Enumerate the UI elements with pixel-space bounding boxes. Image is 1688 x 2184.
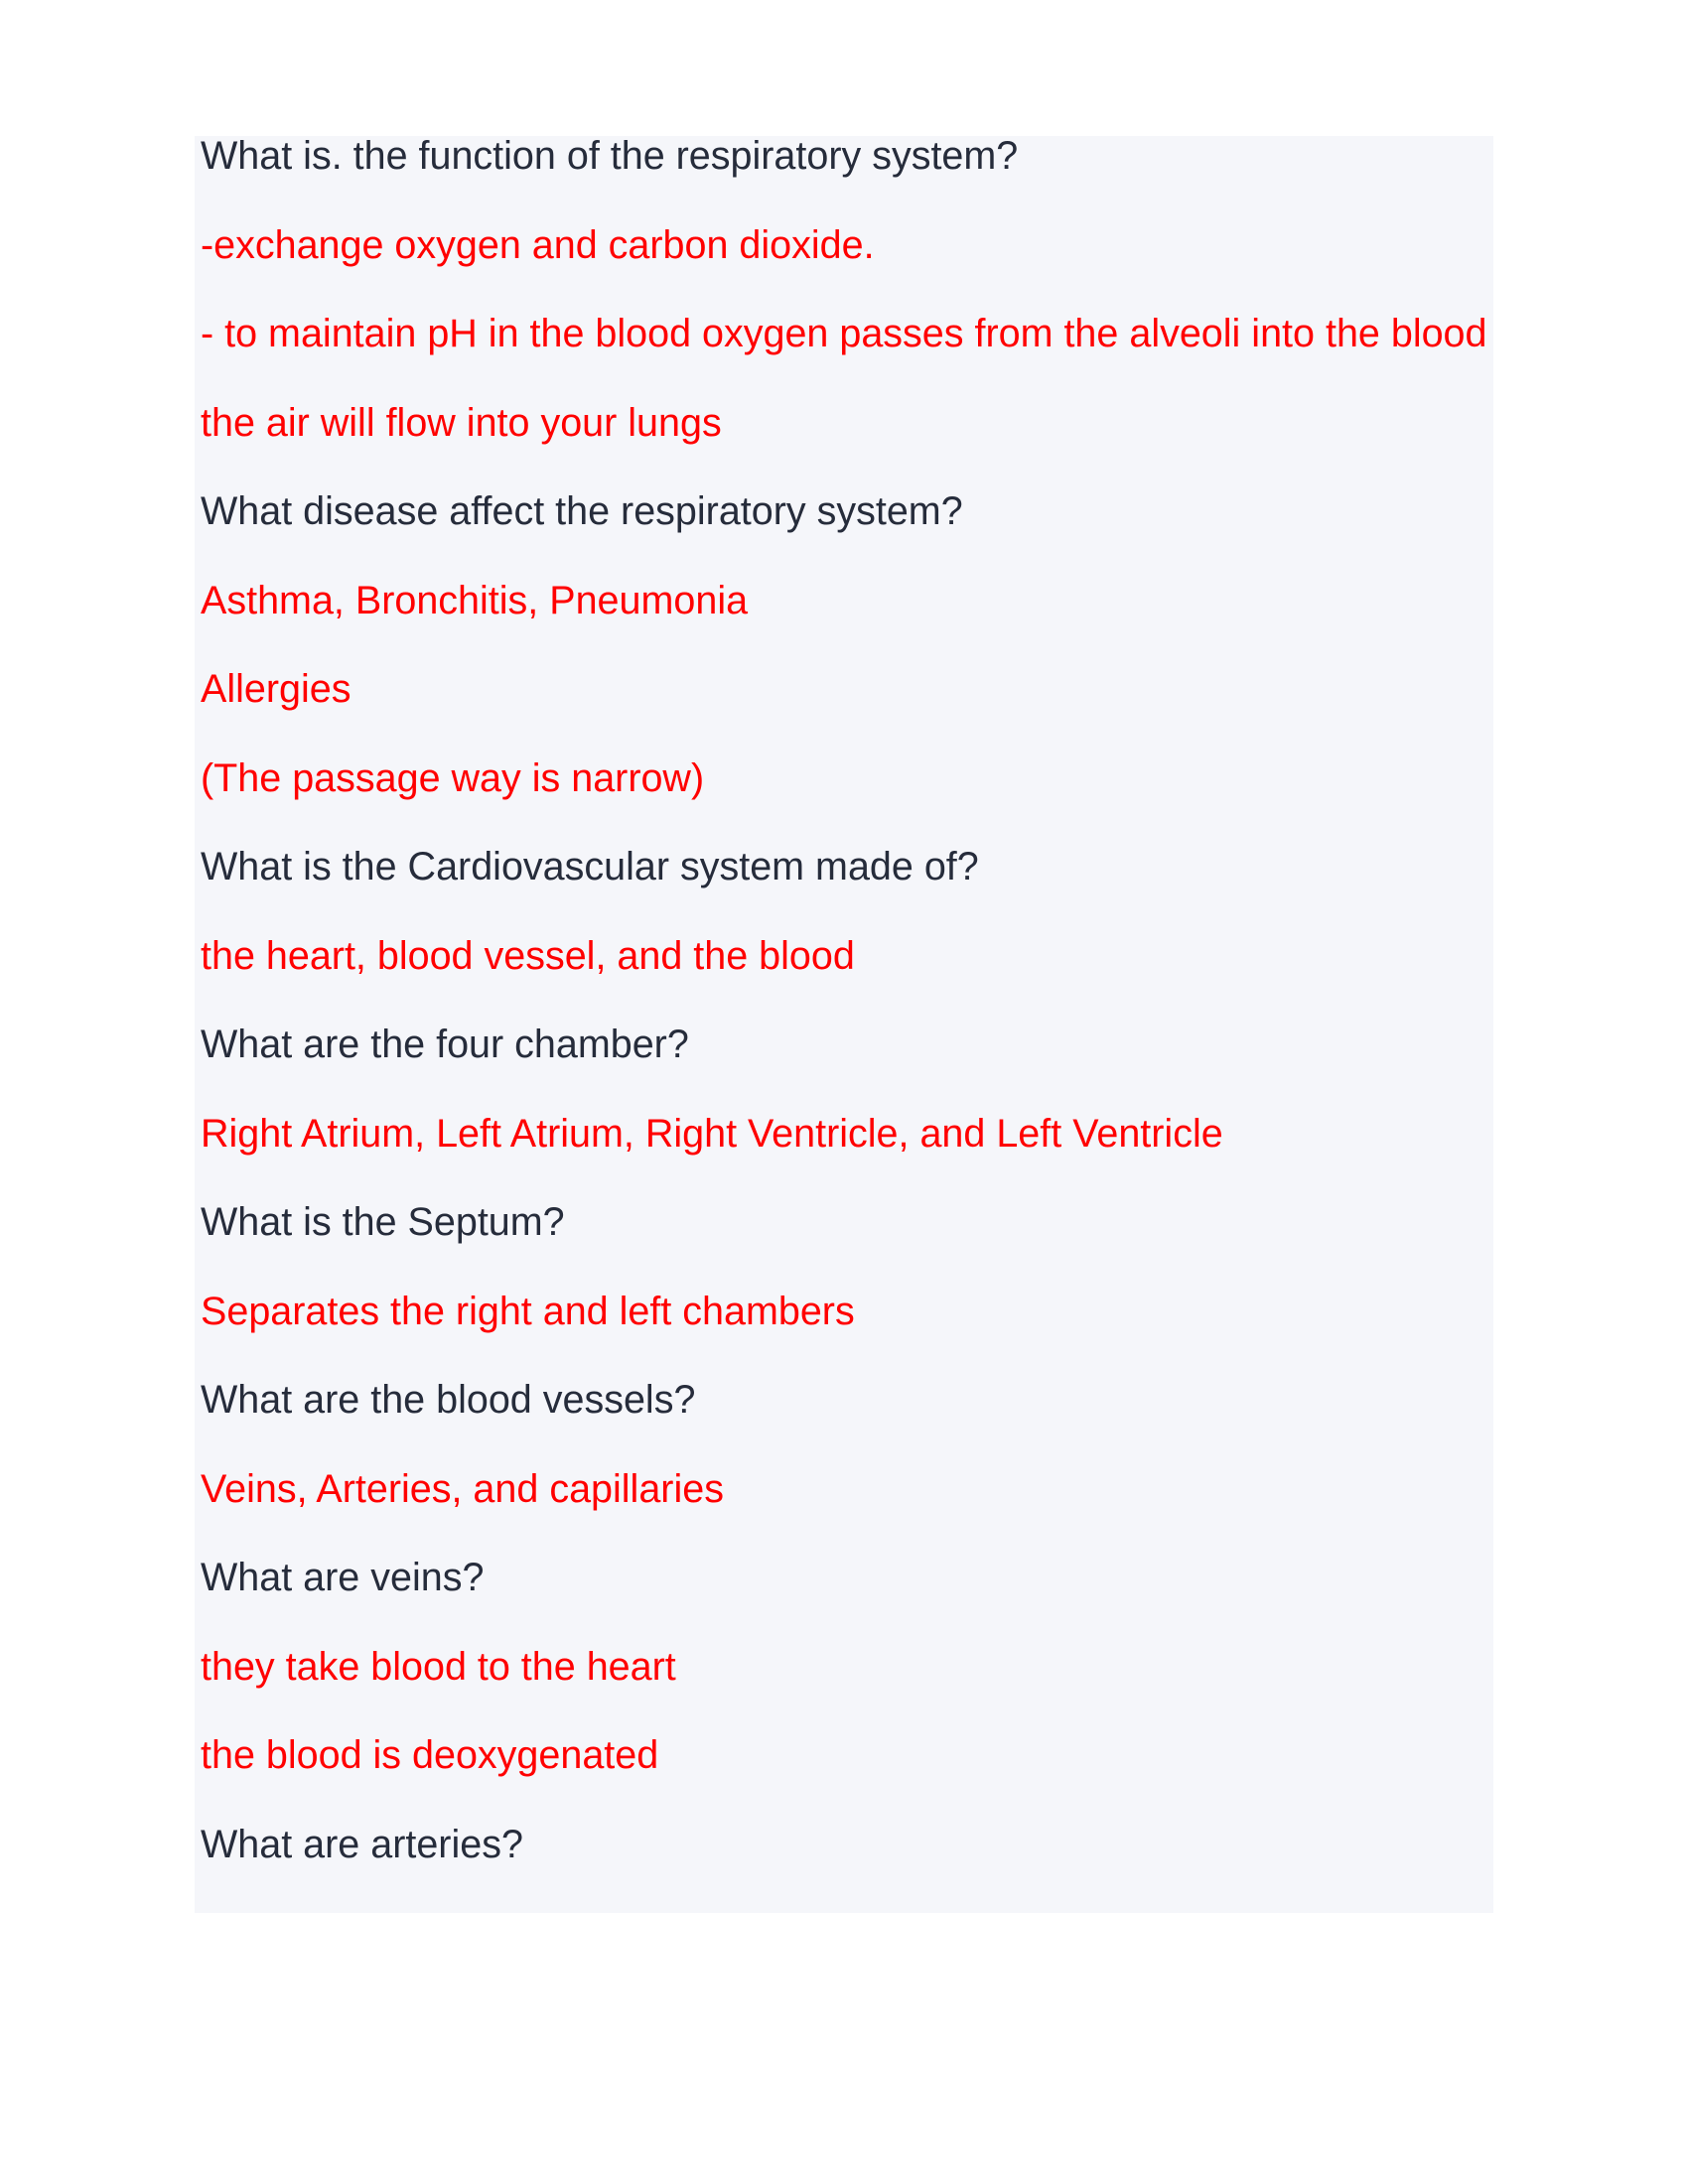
- answer-line: they take blood to the heart: [201, 1644, 676, 1689]
- question-line: What is the Septum?: [201, 1200, 565, 1244]
- answer-line: -exchange oxygen and carbon dioxide.: [201, 222, 875, 267]
- question-line: What disease affect the respiratory system?: [201, 489, 963, 533]
- answer-line: Right Atrium, Left Atrium, Right Ventricle, and Left Ventricle: [201, 1111, 1223, 1156]
- answer-line: the air will flow into your lungs: [201, 400, 722, 445]
- qa-notes-list: [201, 112, 1491, 1889]
- answer-line: Separates the right and left chambers: [201, 1289, 855, 1333]
- question-line: What are veins?: [201, 1556, 485, 1599]
- question-line: What are the blood vessels?: [201, 1378, 696, 1422]
- answer-line: Veins, Arteries, and capillaries: [201, 1466, 724, 1511]
- answer-line: the blood is deoxygenated: [201, 1733, 659, 1777]
- answer-line: - to maintain pH in the blood oxygen passes from the alveoli into the blood: [201, 312, 1487, 355]
- question-line: What are the four chamber?: [201, 1023, 689, 1066]
- answer-line: Asthma, Bronchitis, Pneumonia: [201, 578, 749, 622]
- question-line: What is the Cardiovascular system made of?: [201, 845, 979, 888]
- question-line: What are arteries?: [201, 1822, 523, 1866]
- question-line: What is. the function of the respiratory system?: [201, 134, 1019, 178]
- answer-line: the heart, blood vessel, and the blood: [201, 933, 855, 978]
- answer-line: (The passage way is narrow): [201, 755, 705, 800]
- answer-line: Allergies: [201, 667, 352, 711]
